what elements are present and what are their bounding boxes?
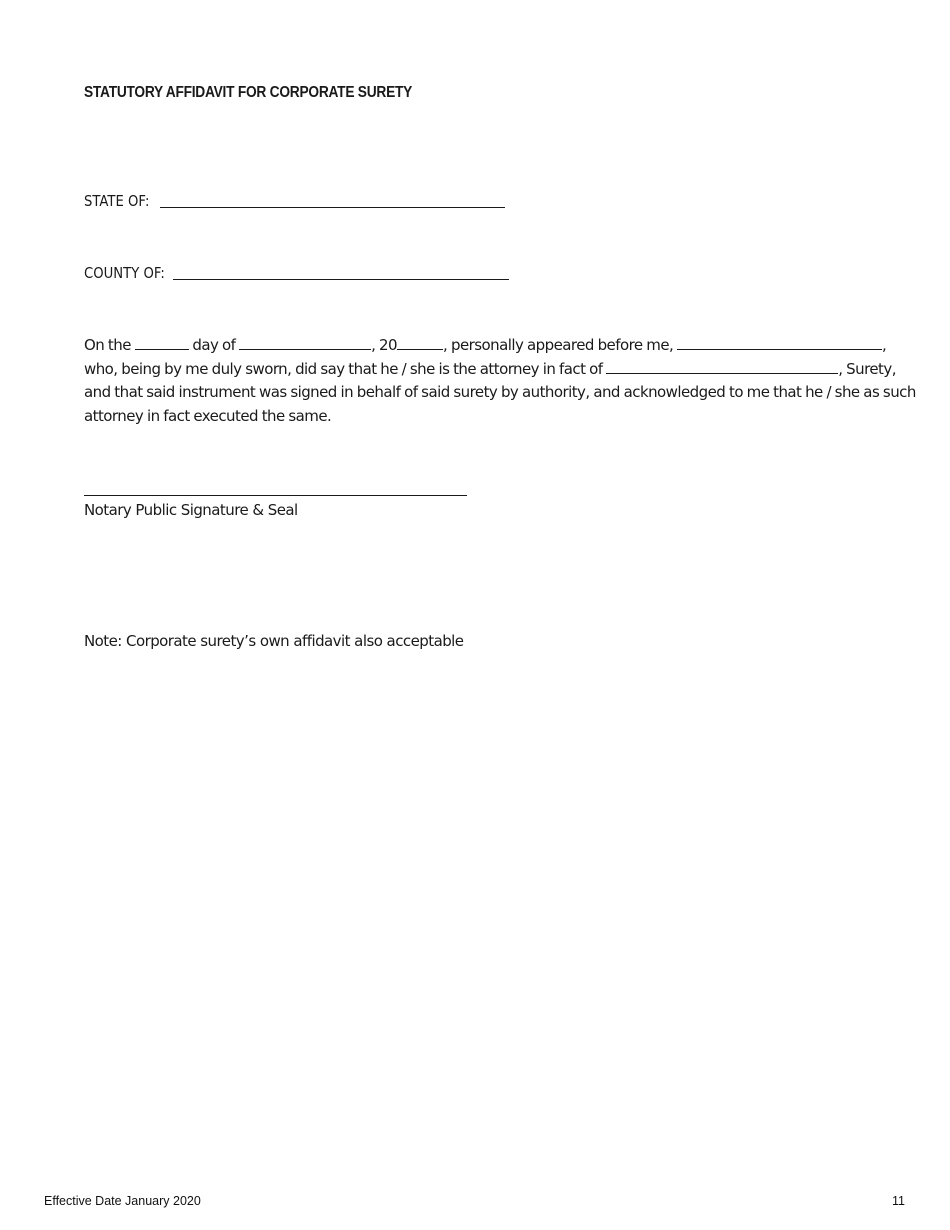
appearer-name-blank[interactable] bbox=[677, 334, 882, 350]
statement-text: , Surety, bbox=[838, 359, 896, 378]
page-number: 11 bbox=[892, 1194, 905, 1208]
county-blank[interactable] bbox=[173, 279, 509, 280]
county-field bbox=[84, 263, 509, 283]
statement-text: On the bbox=[84, 336, 131, 354]
footer-effective-date: Effective Date January 2020 bbox=[44, 1194, 201, 1208]
acceptance-note: Note: Corporate surety’s own affidavit also acceptable bbox=[84, 632, 464, 650]
statement-line-4: attorney in fact executed the same. bbox=[84, 406, 332, 425]
surety-name-blank[interactable] bbox=[606, 358, 838, 374]
statement-line-3: and that said instrument was signed in behalf of said surety by authority, and acknowledged to me that he / she as such bbox=[84, 383, 916, 401]
statement-text: , 20 bbox=[371, 336, 398, 354]
state-field bbox=[84, 191, 505, 211]
year-blank[interactable] bbox=[397, 334, 443, 350]
state-label: STATE OF: bbox=[84, 192, 150, 210]
statement-text: day of bbox=[192, 336, 236, 354]
notary-signature-caption: Notary Public Signature & Seal bbox=[84, 501, 298, 519]
statement-text: who, being by me duly sworn, did say that he / she is the attorney in fact of bbox=[84, 359, 603, 378]
notary-signature-line[interactable] bbox=[84, 495, 467, 496]
day-blank[interactable] bbox=[135, 334, 189, 350]
statement-text: , personally appeared before me, bbox=[443, 336, 674, 354]
state-blank[interactable] bbox=[160, 207, 505, 208]
statement-text: , bbox=[881, 336, 887, 354]
document-title: STATUTORY AFFIDAVIT FOR CORPORATE SURETY bbox=[84, 84, 413, 101]
statement-line-1 bbox=[84, 334, 887, 358]
statement-line-2 bbox=[84, 358, 896, 382]
sworn-statement bbox=[84, 334, 916, 428]
county-label: COUNTY OF: bbox=[84, 264, 165, 282]
month-blank[interactable] bbox=[239, 334, 371, 350]
